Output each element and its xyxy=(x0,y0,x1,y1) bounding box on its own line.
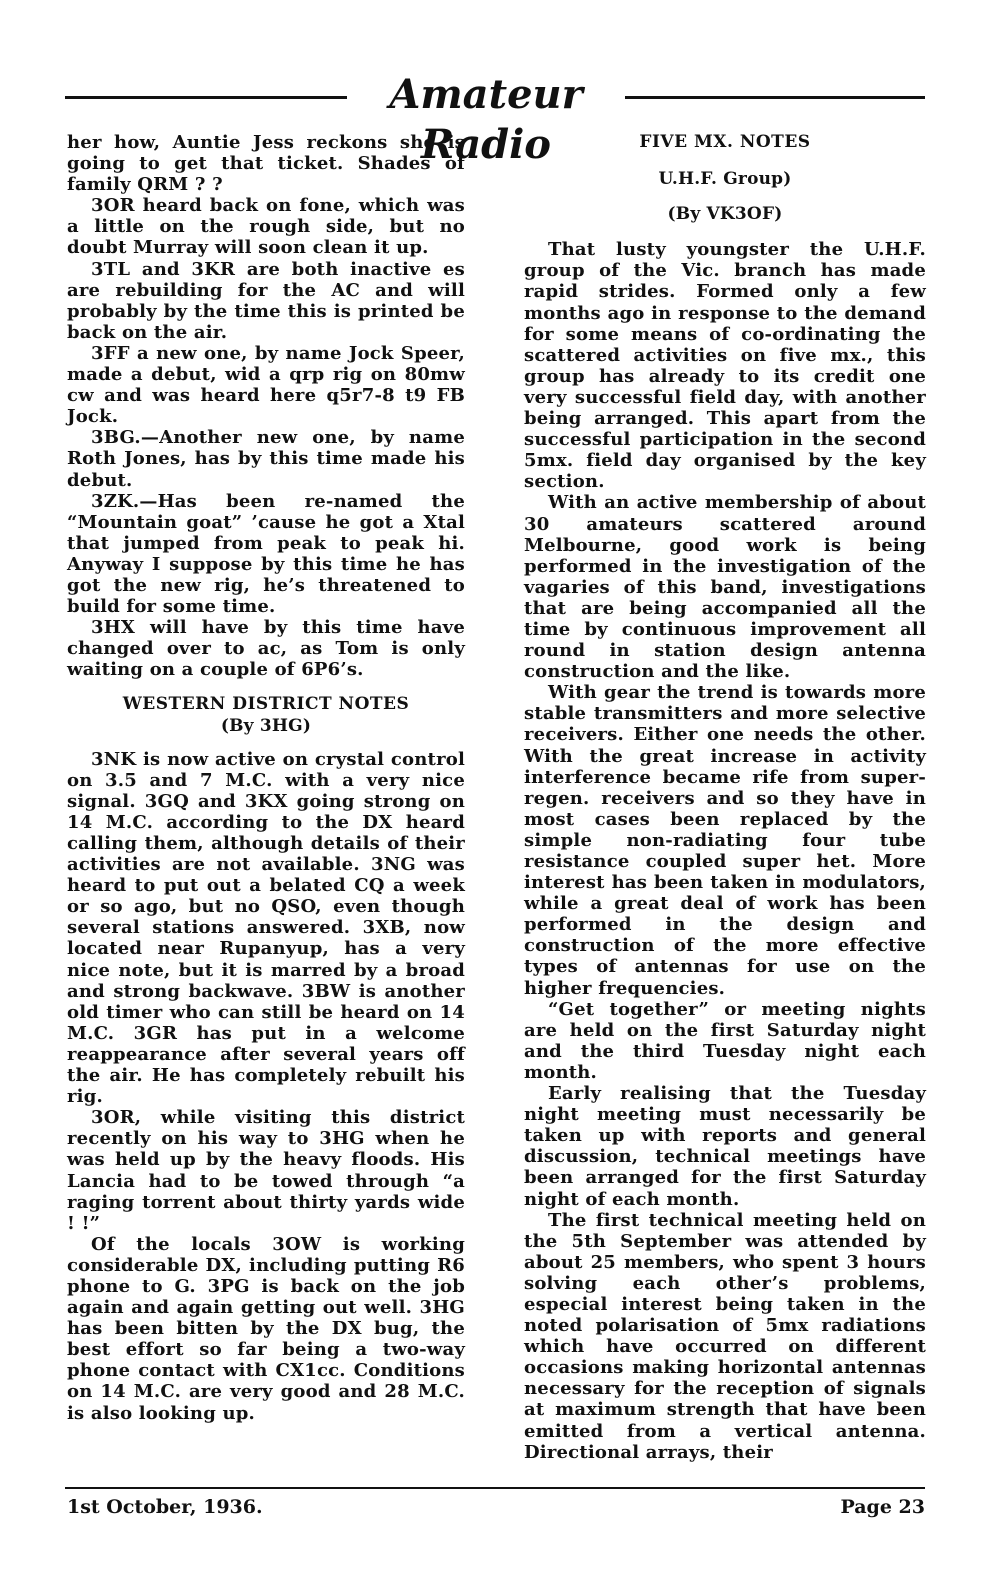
paragraph: With an active membership of about 30 amateurs scattered around Melbourne, good work is being performed in the investigation of the vagaries of this band, investigations that are being accompanied all the time by continuous improvement all round in station design antenna construction and the like. xyxy=(524,492,926,683)
paragraph: With gear the trend is towards more stable transmitters and more selective receivers. Either one needs the other. With the great increase in activity interference became rife from super-regen. receivers and so they have in most cases been replaced by the simple non-radiating four tube resistance coupled super het. More interest has been taken in modulators, while a great deal of work has been performed in the design and construction of the more effective types of antennas for use on the higher frequencies. xyxy=(524,682,926,999)
paragraph: 3FF a new one, by name Jock Speer, made a debut, wid a qrp rig on 80mw cw and was heard here q5r7-8 t9 FB Jock. xyxy=(67,342,465,428)
section-title-five-mx: FIVE MX. NOTES xyxy=(639,132,811,152)
paragraph: Of the locals 3OW is working considerable DX, including putting R6 phone to G. 3PG is back on the job again and again getting out well. 3HG has been bitten by the DX bug, the best effort so far being a two-way phone contact with CX1cc. Conditions on 14 M.C. are very good and 28 M.C. is also looking up. xyxy=(67,1233,465,1424)
paragraph: 3NK is now active on crystal control on 3.5 and 7 M.C. with a very nice signal. 3GQ and 3KX going strong on 14 M.C. according to the DX heard calling them, although details of their activities are not available. 3NG was heard to put out a belated CQ a week or so ago, but no QSO, even though several stations answered. 3XB, now located near Rupanyup, has a very nice note, but it is marred by a broad and strong backwave. 3BW is another old timer who can still be heard on 14 M.C. 3GR has put in a welcome reappearance after several years off the air. He has completely rebuilt his rig. xyxy=(67,748,465,1108)
footer-date: 1st October, 1936. xyxy=(67,1496,263,1518)
right-column xyxy=(524,132,926,1463)
masthead-title: Amateur Radio xyxy=(389,71,583,168)
paragraph: 3BG.—Another new one, by name Roth Jones, has by this time made his debut. xyxy=(67,427,465,491)
section-subtitle: U.H.F. Group) xyxy=(658,169,792,190)
paragraph: 3HX will have by this time have changed over to ac, as Tom is only waiting on a couple of 6P6’s. xyxy=(67,617,465,681)
section-byline: (By VK3OF) xyxy=(667,204,783,225)
paragraph: her how, Auntie Jess reckons she is going to get that ticket. Shades of family QRM ? ? xyxy=(67,132,465,196)
footer-rule xyxy=(65,1487,925,1489)
paragraph: 3TL and 3KR are both inactive es are rebuilding for the AC and will probably by the time this is printed be back on the air. xyxy=(67,258,465,343)
section-title-western-district: WESTERN DISTRICT NOTES xyxy=(122,694,410,715)
paragraph: Early realising that the Tuesday night meeting must necessarily be taken up with reports and general discussion, technical meetings have been arranged for the first Saturday night of each month. xyxy=(524,1083,926,1210)
masthead-rule-left xyxy=(65,96,347,99)
paragraph: That lusty youngster the U.H.F. group of the Vic. branch has made rapid strides. Formed only a few months ago in response to the demand for some means of co-ordinating the scattered activities on five mx., this group has already to its credit one very successful field day, with another being arranged. This apart from the successful participation in the second 5mx. field day organised by the key section. xyxy=(524,239,926,493)
paragraph: 3OR, while visiting this district recently on his way to 3HG when he was held up by the heavy floods. His Lancia had to be towed through “a raging torrent about thirty yards wide ! !” xyxy=(67,1107,465,1234)
paragraph: “Get together” or meeting nights are held on the first Saturday night and the third Tuesday night each month. xyxy=(524,998,926,1083)
left-column xyxy=(67,132,465,1424)
page-number: Page 23 xyxy=(840,1496,925,1518)
masthead-rule-right xyxy=(625,96,925,99)
paragraph: The first technical meeting held on the 5th September was attended by about 25 members, who spent 3 hours solving each other’s problems, especial interest being taken in the noted polarisation of 5mx radiations which have occurred on different occasions making horizontal antennas necessary for the reception of signals at maximum strength that have been emitted from a vertical antenna. Directional arrays, their xyxy=(524,1209,926,1463)
section-byline: (By 3HG) xyxy=(220,715,312,736)
paragraph: 3OR heard back on fone, which was a little on the rough side, but no doubt Murray will soon clean it up. xyxy=(67,195,465,259)
paragraph: 3ZK.—Has been re-named the “Mountain goat” ’cause he got a Xtal that jumped from peak to peak hi. Anyway I suppose by this time he has got the new rig, he’s threatened to build for some time. xyxy=(67,490,465,618)
